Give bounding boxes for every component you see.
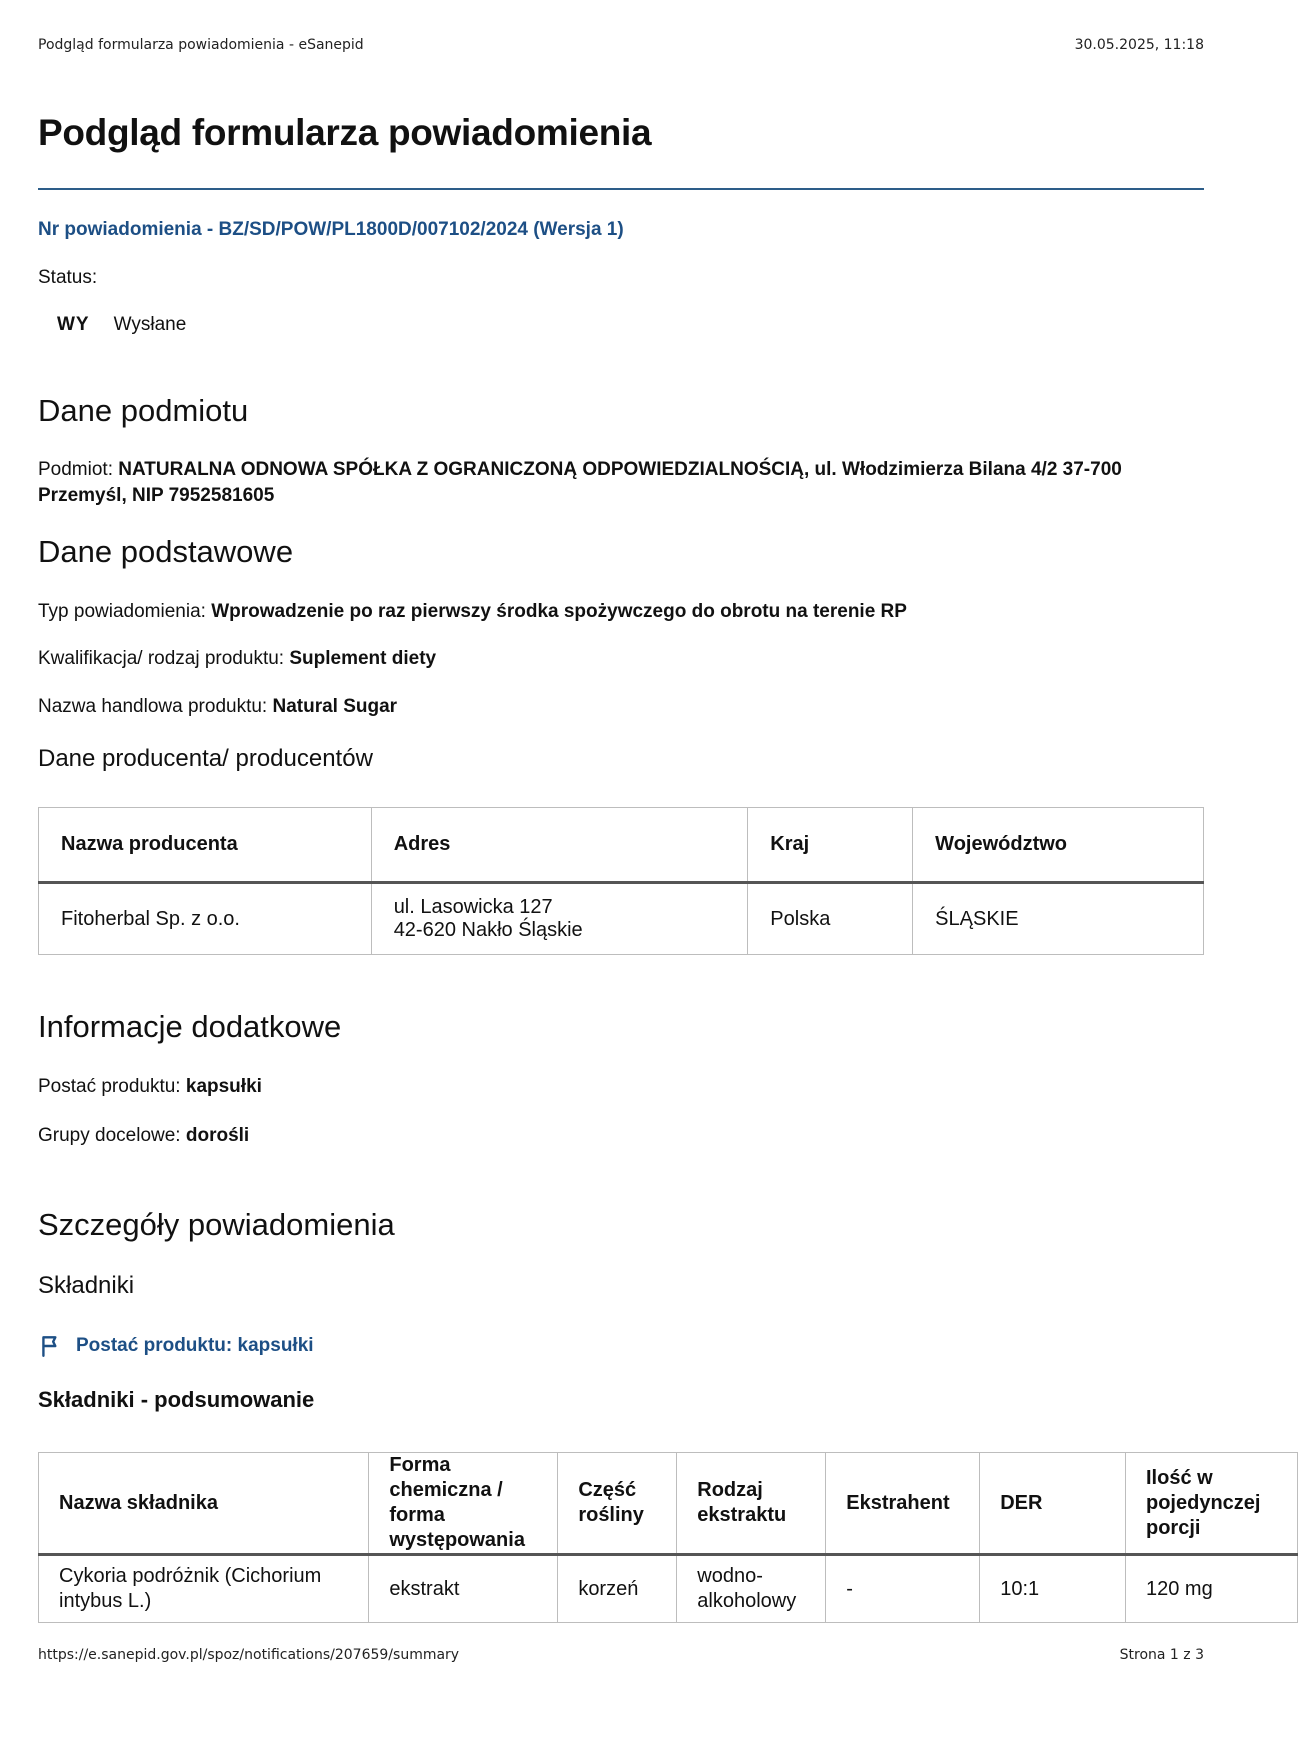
column-header: Województwo bbox=[913, 808, 1204, 883]
qualification-label: Kwalifikacja/ rodzaj produktu: bbox=[38, 648, 285, 669]
print-page-number: Strona 1 z 3 bbox=[1119, 1647, 1204, 1663]
column-header: Nazwa składnika bbox=[39, 1453, 369, 1555]
target-groups-value: dorośli bbox=[185, 1125, 250, 1146]
table-row bbox=[39, 1555, 1298, 1623]
print-datetime: 30.05.2025, 11:18 bbox=[1074, 37, 1204, 53]
flag-icon bbox=[38, 1333, 64, 1359]
target-groups-label: Grupy docelowe: bbox=[38, 1125, 181, 1146]
print-page-title: Podgląd formularza powiadomienia - eSanepid bbox=[38, 37, 364, 53]
notification-type-field bbox=[38, 599, 1204, 625]
trade-name-field bbox=[38, 694, 1204, 720]
column-header: Część rośliny bbox=[558, 1453, 677, 1555]
product-form-link[interactable] bbox=[38, 1333, 314, 1359]
product-form-value: kapsułki bbox=[185, 1076, 262, 1097]
product-form-label: Postać produktu: bbox=[38, 1076, 181, 1097]
target-groups-field bbox=[38, 1123, 1204, 1149]
product-form-field bbox=[38, 1074, 1204, 1100]
ingredient-amount-cell: 120 mg bbox=[1126, 1555, 1298, 1623]
table-header-row bbox=[39, 808, 1204, 883]
status-badge bbox=[57, 314, 186, 336]
qualification-field bbox=[38, 646, 1204, 672]
column-header: Nazwa producenta bbox=[39, 808, 372, 883]
producers-heading: Dane producenta/ producentów bbox=[38, 745, 373, 772]
product-form-link-label[interactable]: Postać produktu: kapsułki bbox=[76, 1335, 314, 1356]
ingredients-table-viewport bbox=[38, 1452, 1261, 1620]
ingredients-table bbox=[38, 1452, 1298, 1623]
ingredient-solvent-cell: - bbox=[826, 1555, 980, 1623]
producer-address-cell bbox=[371, 883, 748, 955]
column-header: Ilość w pojedynczej porcji bbox=[1126, 1453, 1298, 1555]
column-header: Forma chemiczna / forma występowania bbox=[369, 1453, 558, 1555]
producers-table bbox=[38, 807, 1204, 955]
address-line: 42-620 Nakło Śląskie bbox=[393, 919, 583, 941]
column-header: Ekstrahent bbox=[826, 1453, 980, 1555]
address-line: ul. Lasowicka 127 bbox=[393, 896, 553, 918]
column-header: DER bbox=[980, 1453, 1126, 1555]
title-divider bbox=[38, 188, 1204, 190]
table-row bbox=[39, 883, 1204, 955]
ingredient-extract-cell: wodno-alkoholowy bbox=[677, 1555, 826, 1623]
section-entity-heading: Dane podmiotu bbox=[38, 393, 249, 428]
ingredients-heading: Składniki bbox=[38, 1272, 135, 1299]
trade-name-value: Natural Sugar bbox=[272, 696, 398, 717]
print-footer bbox=[38, 1647, 1204, 1663]
ingredient-der-cell: 10:1 bbox=[980, 1555, 1126, 1623]
ingredients-summary-heading: Składniki - podsumowanie bbox=[38, 1387, 315, 1412]
table-header-row bbox=[39, 1453, 1298, 1555]
section-additional-heading: Informacje dodatkowe bbox=[38, 1009, 342, 1044]
entity-value: NATURALNA ODNOWA SPÓŁKA Z OGRANICZONĄ ODPOWIEDZIALNOŚCIĄ, ul. Włodzimierza Bilana 4/2 37-700 Przemyśl, NIP 7952581605 bbox=[38, 459, 1122, 506]
page-title: Podgląd formularza powiadomienia bbox=[38, 112, 652, 153]
notification-type-label: Typ powiadomienia: bbox=[38, 601, 206, 622]
print-url: https://e.sanepid.gov.pl/spoz/notifications/207659/summary bbox=[38, 1647, 460, 1663]
column-header: Kraj bbox=[748, 808, 913, 883]
entity-label: Podmiot: bbox=[38, 459, 113, 480]
column-header: Rodzaj ekstraktu bbox=[677, 1453, 826, 1555]
print-header bbox=[38, 37, 1204, 53]
notification-type-value: Wprowadzenie po raz pierwszy środka spożywczego do obrotu na terenie RP bbox=[211, 601, 907, 622]
entity-field bbox=[38, 457, 1204, 509]
section-details-heading: Szczegóły powiadomienia bbox=[38, 1207, 395, 1242]
producer-voivodeship-cell: ŚLĄSKIE bbox=[913, 883, 1204, 955]
qualification-value: Suplement diety bbox=[289, 648, 437, 669]
status-code: WY bbox=[57, 314, 90, 335]
ingredient-form-cell: ekstrakt bbox=[369, 1555, 558, 1623]
ingredient-name-cell: Cykoria podróżnik (Cichorium intybus L.) bbox=[39, 1555, 369, 1623]
notification-number: Nr powiadomienia - BZ/SD/POW/PL1800D/007102/2024 (Wersja 1) bbox=[38, 219, 624, 240]
producer-name-cell: Fitoherbal Sp. z o.o. bbox=[39, 883, 372, 955]
section-basic-heading: Dane podstawowe bbox=[38, 534, 294, 569]
column-header: Adres bbox=[371, 808, 748, 883]
producer-country-cell: Polska bbox=[748, 883, 913, 955]
status-text: Wysłane bbox=[113, 314, 187, 335]
status-label: Status: bbox=[38, 267, 98, 288]
ingredient-part-cell: korzeń bbox=[558, 1555, 677, 1623]
trade-name-label: Nazwa handlowa produktu: bbox=[38, 696, 268, 717]
